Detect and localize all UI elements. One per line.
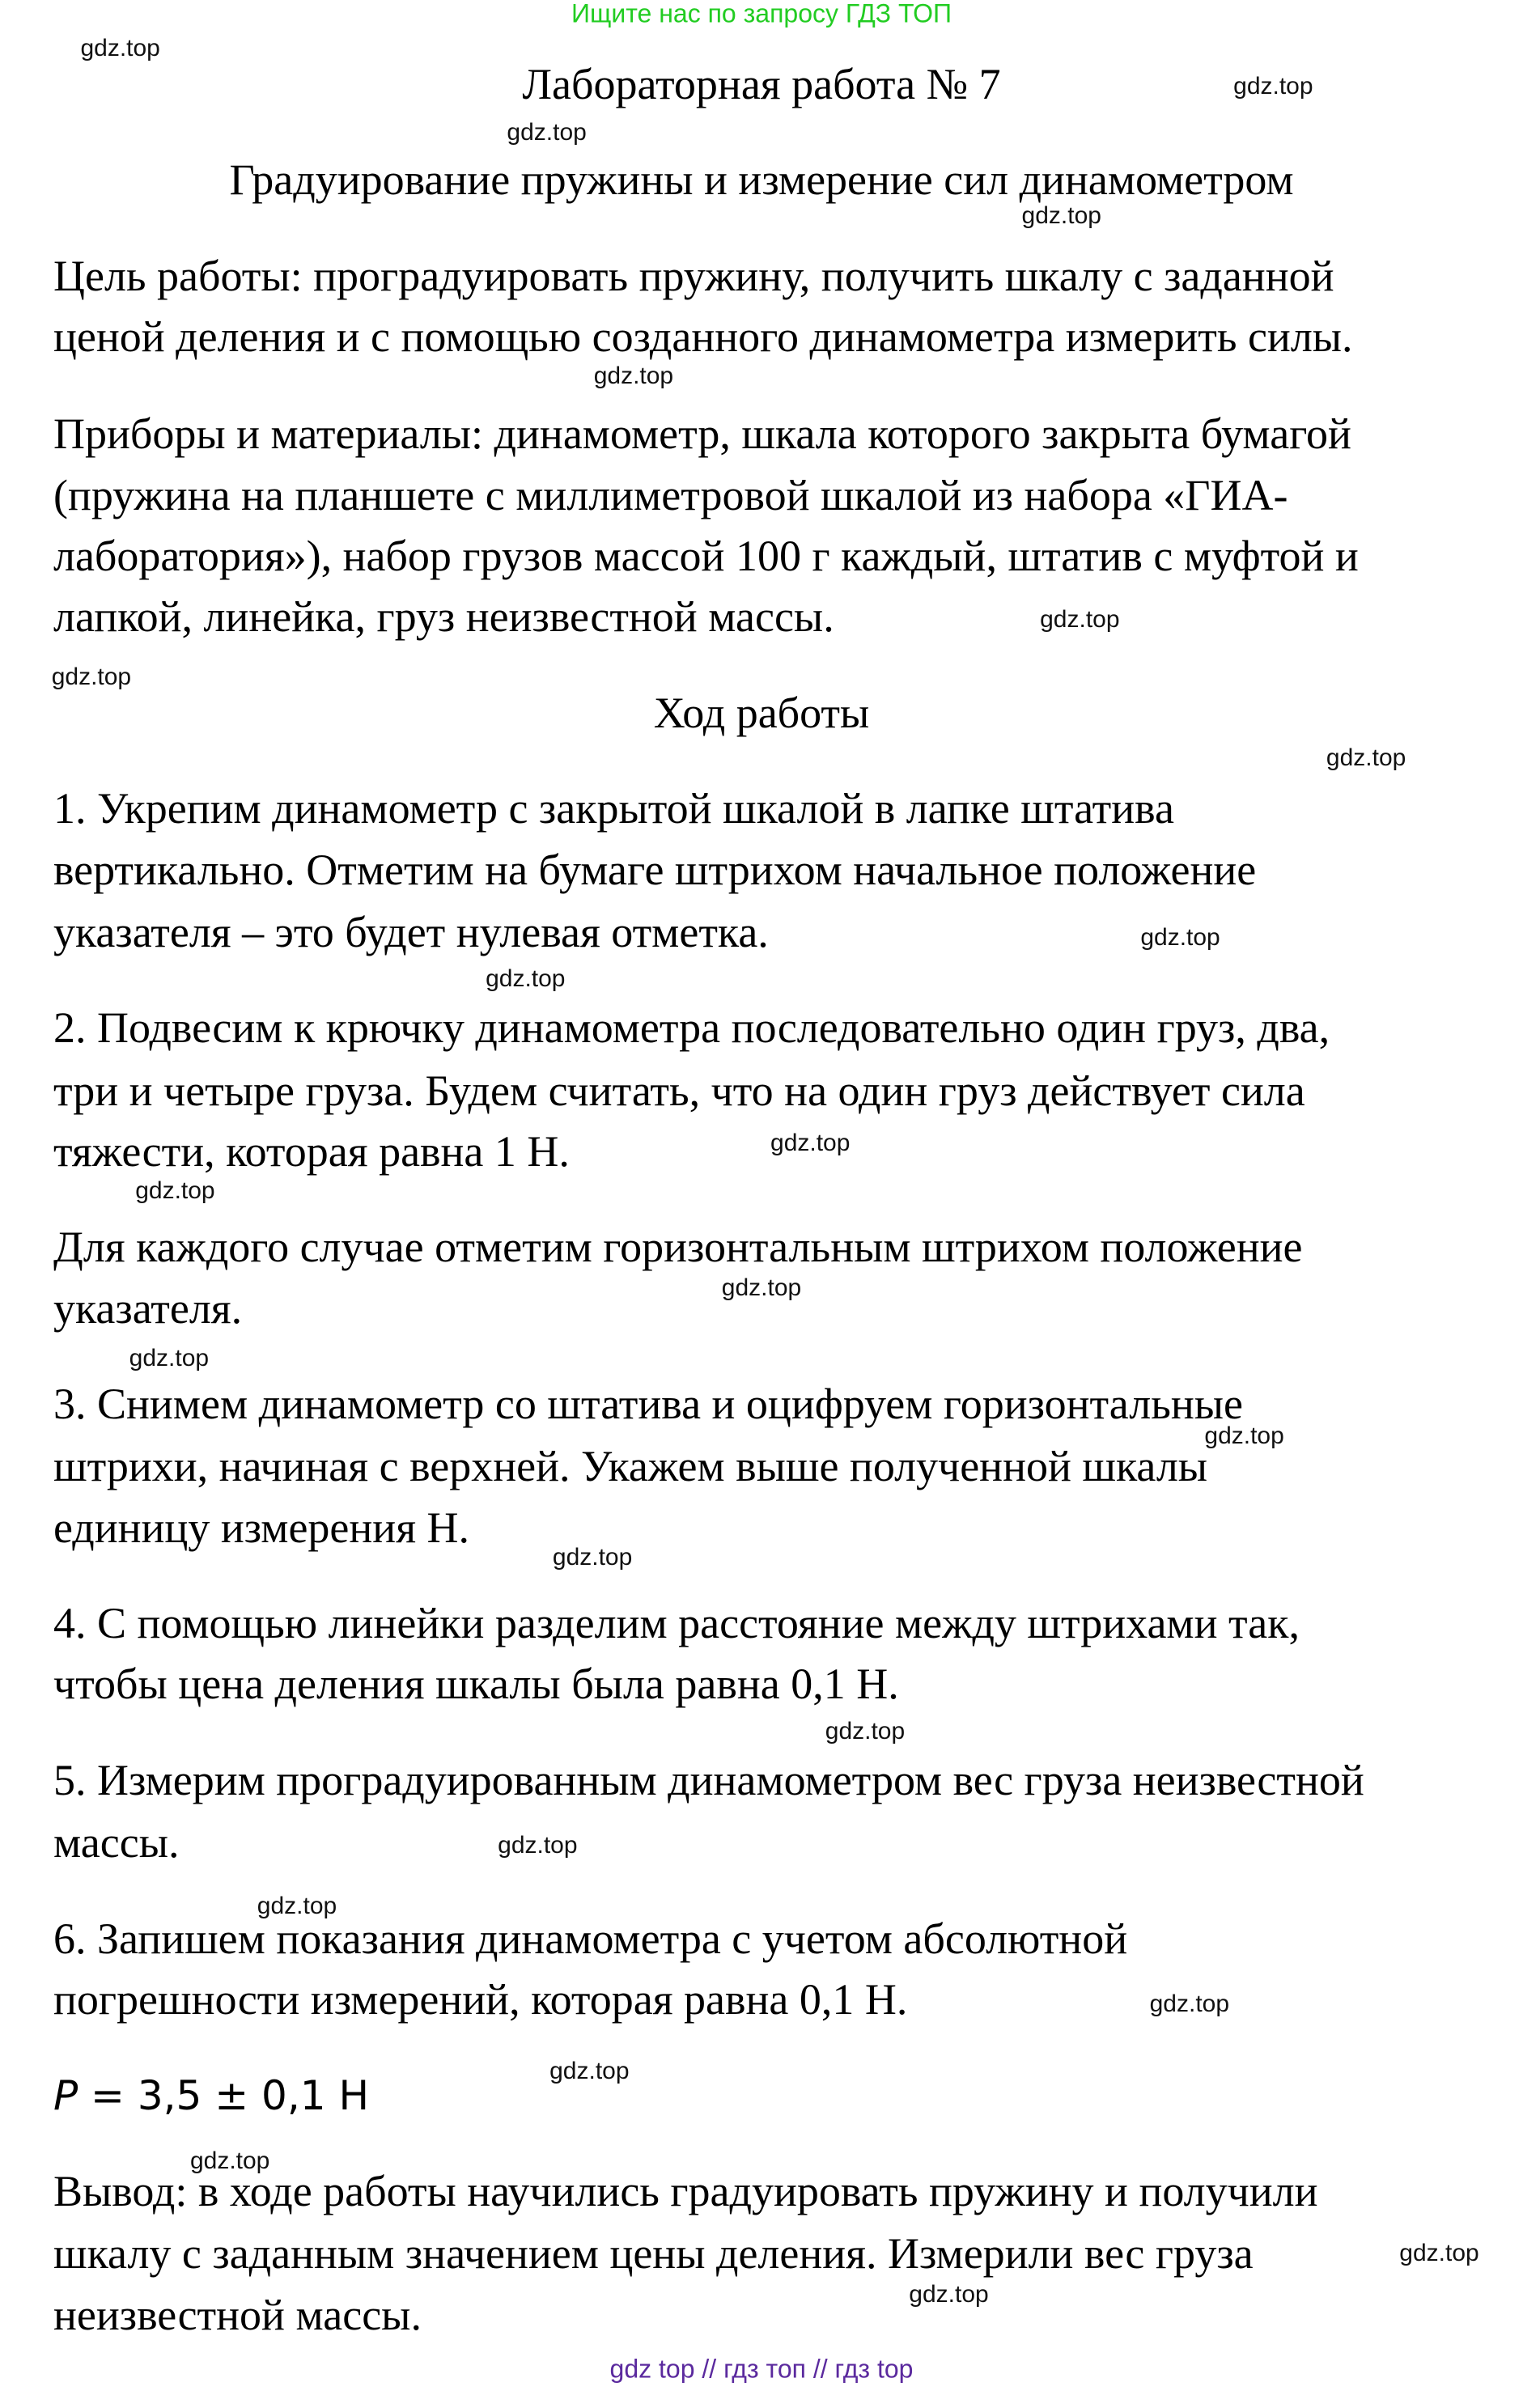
watermark: gdz.top: [80, 35, 160, 62]
watermark: gdz.top: [1021, 202, 1101, 230]
conclusion-line: шкалу с заданным значением цены деления. Измерили вес груза: [53, 2229, 1254, 2279]
goal-line: Цель работы: проградуировать пружину, получить шкалу с заданной: [53, 251, 1334, 300]
watermark: gdz.top: [51, 663, 132, 691]
watermark: gdz.top: [1233, 73, 1313, 100]
step-6-line: массы.: [53, 1818, 180, 1867]
goal-line: ценой деления и с помощью созданного динамометра измерить силы.: [53, 312, 1353, 361]
watermark: gdz.top: [1140, 924, 1220, 952]
watermark: gdz.top: [593, 362, 674, 389]
watermark: gdz.top: [486, 965, 566, 993]
section-heading: Ход работы: [653, 689, 870, 737]
step-3-line: указателя.: [53, 1283, 243, 1333]
conclusion-line: Вывод: в ходе работы научились градуировать пружину и получили: [53, 2167, 1318, 2216]
formula-value: = 3,5 ± 0,1 Н: [78, 2072, 370, 2119]
watermark: gdz.top: [1204, 1422, 1284, 1449]
watermark: gdz.top: [507, 118, 587, 146]
step-2-line: три и четыре груза. Будем считать, что на один груз действует сила: [53, 1066, 1305, 1115]
page-subtitle: Градуирование пружины и измерение сил динамометром: [229, 155, 1294, 204]
watermark: gdz.top: [825, 1717, 906, 1745]
step-2-line: 2. Подвесим к крючку динамометра последовательно один груз, два,: [53, 1003, 1330, 1053]
watermark: gdz.top: [721, 1274, 802, 1302]
materials-line: лапкой, линейка, груз неизвестной массы.: [53, 592, 834, 642]
materials-line: (пружина на планшете с миллиметровой шкалой из набора «ГИА-: [53, 470, 1288, 519]
step-6-line: 5. Измерим проградуированным динамометром вес груза неизвестной: [53, 1756, 1364, 1805]
step-4-line: 3. Снимем динамометр со штатива и оцифруем горизонтальные: [53, 1380, 1243, 1429]
watermark: gdz.top: [770, 1130, 851, 1157]
step-5-line: 4. С помощью линейки разделим расстояние между штрихами так,: [53, 1599, 1300, 1648]
page-title: Лабораторная работа № 7: [522, 60, 1001, 108]
watermark: gdz.top: [135, 1176, 215, 1204]
step-4-line: единицу измерения Н.: [53, 1503, 470, 1552]
watermark: gdz.top: [498, 1831, 578, 1859]
watermark: gdz.top: [549, 2057, 630, 2084]
watermark: gdz.top: [1326, 744, 1406, 772]
watermark: gdz.top: [1399, 2240, 1479, 2267]
materials-line: лаборатория»), набор грузов массой 100 г каждый, штатив с муфтой и: [53, 531, 1359, 580]
formula-variable: P: [53, 2072, 78, 2119]
watermark: gdz.top: [129, 1344, 210, 1371]
step-4-line: штрихи, начиная с верхней. Укажем выше полученной шкалы: [53, 1442, 1208, 1491]
watermark: gdz.top: [189, 2147, 270, 2174]
materials-line: Приборы и материалы: динамометр, шкала которого закрыта бумагой: [53, 409, 1351, 459]
step-7-line: 6. Запишем показания динамометра с учетом абсолютной: [53, 1914, 1128, 1963]
search-banner[interactable]: Ищите нас по запросу ГДЗ ТОП: [571, 0, 952, 28]
step-1-line: указателя – это будет нулевая отметка.: [53, 907, 769, 956]
step-1-line: 1. Укрепим динамометр с закрытой шкалой в лапке штатива: [53, 784, 1174, 833]
step-3-line: Для каждого случае отметим горизонтальным штрихом положение: [53, 1223, 1303, 1272]
step-7-line: погрешности измерений, которая равна 0,1 Н.: [53, 1975, 908, 2024]
footer-links[interactable]: gdz top // гдз топ // гдз top: [609, 2354, 914, 2384]
step-2-line: тяжести, которая равна 1 Н.: [53, 1126, 570, 1176]
conclusion-line: неизвестной массы.: [53, 2290, 422, 2339]
watermark: gdz.top: [1040, 605, 1120, 633]
watermark: gdz.top: [1149, 1990, 1230, 2017]
watermark: gdz.top: [552, 1544, 633, 1571]
step-5-line: чтобы цена деления шкалы была равна 0,1 Н.: [53, 1660, 899, 1709]
watermark: gdz.top: [909, 2281, 989, 2308]
watermark: gdz.top: [257, 1893, 337, 1920]
result-formula: [53, 2072, 369, 2119]
step-1-line: вертикально. Отметим на бумаге штрихом начальное положение: [53, 845, 1257, 894]
